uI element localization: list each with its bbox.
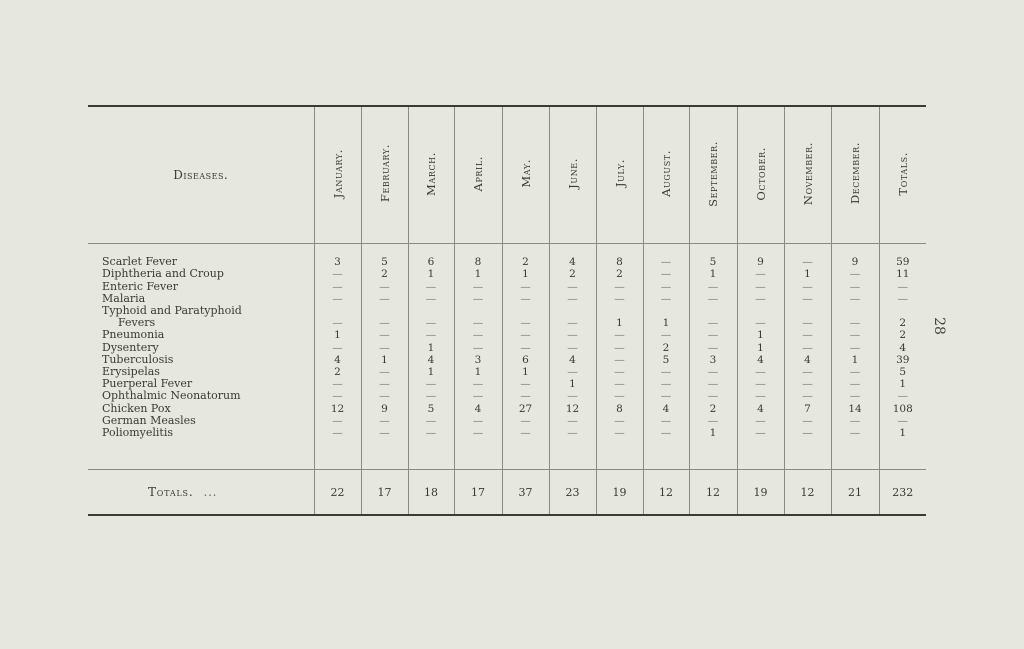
month-cell: 1 <box>737 329 784 341</box>
month-cell: — <box>596 354 643 366</box>
month-cell: — <box>502 378 549 390</box>
month-cell: 1 <box>689 427 737 439</box>
disease-name: Tuberculosis <box>102 352 174 366</box>
month-cell: 14 <box>831 403 879 415</box>
row-total-cell: 5 <box>879 366 926 378</box>
month-cell: 1 <box>643 317 689 329</box>
month-cell: — <box>549 342 596 354</box>
table-row <box>88 415 926 427</box>
month-cell: — <box>831 415 879 427</box>
month-header: September. <box>689 107 737 244</box>
disease-name: Puerperal Fever <box>102 377 193 391</box>
month-cell: — <box>831 366 879 378</box>
month-header: October. <box>737 107 784 244</box>
table-row <box>88 281 926 293</box>
month-cell: — <box>454 317 502 329</box>
row-total-cell: — <box>879 281 926 293</box>
table-row <box>88 305 926 317</box>
disease-name: Enteric Fever <box>102 279 179 293</box>
row-total-cell <box>879 305 926 317</box>
month-cell: 6 <box>408 256 454 268</box>
month-cell: — <box>784 378 831 390</box>
row-total-cell: 59 <box>879 256 926 268</box>
month-cell: — <box>689 390 737 402</box>
month-cell <box>689 305 737 317</box>
month-cell: — <box>737 415 784 427</box>
month-cell: — <box>689 281 737 293</box>
month-cell: 4 <box>549 256 596 268</box>
month-cell: — <box>549 366 596 378</box>
totals-cell: 12 <box>643 470 689 516</box>
totals-cell: 17 <box>361 470 408 516</box>
month-cell: 1 <box>454 268 502 280</box>
month-cell: — <box>502 281 549 293</box>
month-cell: — <box>361 366 408 378</box>
row-total-cell: 108 <box>879 403 926 415</box>
table-row <box>88 390 926 402</box>
month-cell: 4 <box>784 354 831 366</box>
month-cell: — <box>502 390 549 402</box>
month-cell <box>361 305 408 317</box>
month-cell: — <box>408 293 454 305</box>
month-cell: — <box>408 317 454 329</box>
totals-cell: 18 <box>408 470 454 516</box>
month-cell: 4 <box>643 403 689 415</box>
month-cell: — <box>643 293 689 305</box>
month-cell: — <box>831 317 879 329</box>
month-cell <box>737 305 784 317</box>
month-cell: — <box>831 390 879 402</box>
month-cell: 9 <box>361 403 408 415</box>
disease-name: Malaria <box>102 291 146 305</box>
month-cell: — <box>361 390 408 402</box>
month-cell: — <box>784 281 831 293</box>
month-cell: — <box>596 427 643 439</box>
month-cell: 4 <box>408 354 454 366</box>
month-cell: — <box>831 378 879 390</box>
totals-cell: 22 <box>314 470 361 516</box>
month-cell: — <box>737 268 784 280</box>
month-cell <box>784 305 831 317</box>
month-cell: — <box>549 390 596 402</box>
month-cell: — <box>596 281 643 293</box>
month-cell: 1 <box>408 342 454 354</box>
disease-name: Ophthalmic Neonatorum <box>102 389 241 403</box>
totals-cell: 19 <box>737 470 784 516</box>
month-cell: — <box>596 329 643 341</box>
month-cell: 1 <box>454 366 502 378</box>
month-cell: — <box>454 415 502 427</box>
month-header: February. <box>361 107 408 244</box>
month-cell: — <box>643 268 689 280</box>
totals-row <box>88 470 926 516</box>
month-cell <box>314 305 361 317</box>
month-cell: 4 <box>549 354 596 366</box>
row-total-cell: — <box>879 293 926 305</box>
table-row <box>88 403 926 415</box>
month-cell: 1 <box>831 354 879 366</box>
month-cell: — <box>361 281 408 293</box>
month-header: July. <box>596 107 643 244</box>
disease-name: Poliomyelitis <box>102 426 174 440</box>
month-cell: 5 <box>408 403 454 415</box>
month-cell: 7 <box>784 403 831 415</box>
table-row <box>88 427 926 439</box>
month-cell: — <box>502 415 549 427</box>
month-cell: 8 <box>596 403 643 415</box>
month-cell: — <box>784 317 831 329</box>
row-total-cell: 4 <box>879 342 926 354</box>
month-cell: 8 <box>596 256 643 268</box>
month-cell: — <box>643 427 689 439</box>
month-cell: 1 <box>408 268 454 280</box>
month-cell: — <box>502 329 549 341</box>
month-header: May. <box>502 107 549 244</box>
month-cell: — <box>549 427 596 439</box>
month-cell <box>549 305 596 317</box>
month-cell: 5 <box>689 256 737 268</box>
totals-cell: 37 <box>502 470 549 516</box>
totals-cell: 12 <box>784 470 831 516</box>
row-total-cell: 1 <box>879 427 926 439</box>
month-cell: — <box>314 427 361 439</box>
month-cell: — <box>314 293 361 305</box>
month-cell: — <box>502 427 549 439</box>
month-cell: 4 <box>314 354 361 366</box>
month-cell: 1 <box>408 366 454 378</box>
month-cell: — <box>643 415 689 427</box>
month-cell <box>454 305 502 317</box>
month-cell <box>502 305 549 317</box>
diseases-header: Diseases. <box>88 107 314 244</box>
month-cell: 2 <box>361 268 408 280</box>
month-cell: — <box>454 281 502 293</box>
header-row <box>88 107 926 244</box>
month-cell: 1 <box>502 366 549 378</box>
month-cell: 3 <box>454 354 502 366</box>
row-total-cell: 2 <box>879 329 926 341</box>
page-number: 28 <box>930 317 947 335</box>
month-cell: — <box>408 415 454 427</box>
month-cell: — <box>361 342 408 354</box>
month-cell: — <box>596 390 643 402</box>
month-cell: — <box>831 342 879 354</box>
month-cell: — <box>549 317 596 329</box>
month-cell: — <box>784 329 831 341</box>
month-cell: 12 <box>549 403 596 415</box>
totals-header: Totals. <box>879 107 926 244</box>
month-cell: — <box>408 427 454 439</box>
month-header: January. <box>314 107 361 244</box>
month-cell: — <box>454 342 502 354</box>
totals-cell: 17 <box>454 470 502 516</box>
month-header: August. <box>643 107 689 244</box>
month-cell: — <box>784 293 831 305</box>
month-cell: — <box>596 342 643 354</box>
month-cell: — <box>314 390 361 402</box>
month-cell: — <box>784 427 831 439</box>
month-cell: — <box>314 281 361 293</box>
month-cell: 2 <box>314 366 361 378</box>
month-cell: 8 <box>454 256 502 268</box>
month-cell: 1 <box>361 354 408 366</box>
month-cell: — <box>831 268 879 280</box>
table-row <box>88 317 926 329</box>
disease-name: Chicken Pox <box>102 401 171 415</box>
row-total-cell: 11 <box>879 268 926 280</box>
month-cell: — <box>596 378 643 390</box>
month-cell: — <box>784 390 831 402</box>
month-cell: 2 <box>549 268 596 280</box>
month-cell: — <box>408 281 454 293</box>
totals-cell: 21 <box>831 470 879 516</box>
month-cell: — <box>408 329 454 341</box>
month-cell: — <box>502 317 549 329</box>
totals-label: Totals. ... <box>88 470 314 516</box>
month-cell: 9 <box>737 256 784 268</box>
month-cell: 3 <box>689 354 737 366</box>
row-total-cell: 2 <box>879 317 926 329</box>
month-cell: 5 <box>643 354 689 366</box>
month-cell <box>831 305 879 317</box>
month-cell: — <box>689 415 737 427</box>
month-cell: 3 <box>314 256 361 268</box>
month-cell: 1 <box>596 317 643 329</box>
month-cell: — <box>361 427 408 439</box>
month-cell: — <box>737 390 784 402</box>
month-header: March. <box>408 107 454 244</box>
month-cell: — <box>361 293 408 305</box>
month-cell: — <box>549 415 596 427</box>
table-row <box>88 268 926 280</box>
table-row <box>88 342 926 354</box>
month-cell: — <box>454 293 502 305</box>
row-total-cell: — <box>879 415 926 427</box>
month-cell: 1 <box>314 329 361 341</box>
month-cell: — <box>596 366 643 378</box>
month-cell <box>643 305 689 317</box>
month-cell: — <box>643 378 689 390</box>
month-cell: — <box>314 342 361 354</box>
month-cell: 27 <box>502 403 549 415</box>
month-cell: — <box>314 268 361 280</box>
month-cell: — <box>596 293 643 305</box>
table-row <box>88 354 926 366</box>
month-cell: — <box>643 256 689 268</box>
month-cell: — <box>689 378 737 390</box>
totals-cell: 19 <box>596 470 643 516</box>
month-cell: — <box>549 329 596 341</box>
month-cell: — <box>549 293 596 305</box>
disease-name: Erysipelas <box>102 365 160 379</box>
disease-name: Diphtheria and Croup <box>102 267 224 281</box>
month-cell: — <box>831 427 879 439</box>
month-cell: — <box>454 329 502 341</box>
month-cell: — <box>408 390 454 402</box>
month-cell: 2 <box>596 268 643 280</box>
totals-cell: 232 <box>879 470 926 516</box>
month-cell: — <box>737 378 784 390</box>
disease-table <box>88 105 926 516</box>
month-cell: — <box>689 293 737 305</box>
month-header: November. <box>784 107 831 244</box>
month-cell: — <box>361 317 408 329</box>
disease-name: Dysentery <box>102 340 159 354</box>
row-total-cell: 1 <box>879 378 926 390</box>
month-cell: — <box>361 415 408 427</box>
month-cell: 12 <box>314 403 361 415</box>
month-cell: — <box>689 317 737 329</box>
month-header: June. <box>549 107 596 244</box>
month-cell: — <box>314 415 361 427</box>
month-cell: — <box>408 378 454 390</box>
disease-name: Typhoid and Paratyphoid <box>102 304 242 317</box>
month-cell <box>596 305 643 317</box>
month-cell: 1 <box>502 268 549 280</box>
month-cell: 1 <box>784 268 831 280</box>
month-cell: 4 <box>737 403 784 415</box>
month-cell: — <box>831 329 879 341</box>
month-cell: — <box>784 256 831 268</box>
month-cell: — <box>737 281 784 293</box>
month-cell: — <box>831 281 879 293</box>
disease-name: German Measles <box>102 413 196 427</box>
month-cell: — <box>643 366 689 378</box>
month-cell: 1 <box>737 342 784 354</box>
month-cell: — <box>454 378 502 390</box>
totals-cell: 12 <box>689 470 737 516</box>
table-row <box>88 329 926 341</box>
month-cell: 1 <box>689 268 737 280</box>
disease-name: Pneumonia <box>102 328 165 342</box>
month-cell: — <box>454 427 502 439</box>
month-cell: — <box>689 342 737 354</box>
month-cell: 4 <box>454 403 502 415</box>
month-cell: — <box>737 427 784 439</box>
table-row <box>88 366 926 378</box>
month-cell: — <box>314 317 361 329</box>
month-cell <box>408 305 454 317</box>
month-cell: — <box>784 415 831 427</box>
month-cell: — <box>643 390 689 402</box>
disease-name: Fevers <box>118 316 156 330</box>
row-total-cell: 39 <box>879 354 926 366</box>
month-cell: — <box>549 281 596 293</box>
month-header: December. <box>831 107 879 244</box>
month-cell: — <box>784 342 831 354</box>
month-cell: — <box>689 329 737 341</box>
month-cell: — <box>737 317 784 329</box>
month-cell: — <box>314 378 361 390</box>
month-cell: 2 <box>643 342 689 354</box>
month-cell: — <box>502 342 549 354</box>
month-cell: — <box>737 366 784 378</box>
month-cell: — <box>737 293 784 305</box>
month-cell: 1 <box>549 378 596 390</box>
month-cell: — <box>784 366 831 378</box>
month-cell: — <box>454 390 502 402</box>
month-cell: 2 <box>689 403 737 415</box>
table-body <box>88 244 926 440</box>
month-cell: — <box>643 281 689 293</box>
month-cell: — <box>643 329 689 341</box>
totals-cell: 23 <box>549 470 596 516</box>
month-cell: — <box>689 366 737 378</box>
disease-name: Scarlet Fever <box>102 255 177 269</box>
month-cell: — <box>361 378 408 390</box>
month-cell: — <box>596 415 643 427</box>
month-header: April. <box>454 107 502 244</box>
month-cell: 2 <box>502 256 549 268</box>
month-cell: — <box>361 329 408 341</box>
month-cell: 4 <box>737 354 784 366</box>
row-total-cell: — <box>879 390 926 402</box>
month-cell: — <box>502 293 549 305</box>
month-cell: — <box>831 293 879 305</box>
month-cell: 9 <box>831 256 879 268</box>
month-cell: 5 <box>361 256 408 268</box>
month-cell: 6 <box>502 354 549 366</box>
